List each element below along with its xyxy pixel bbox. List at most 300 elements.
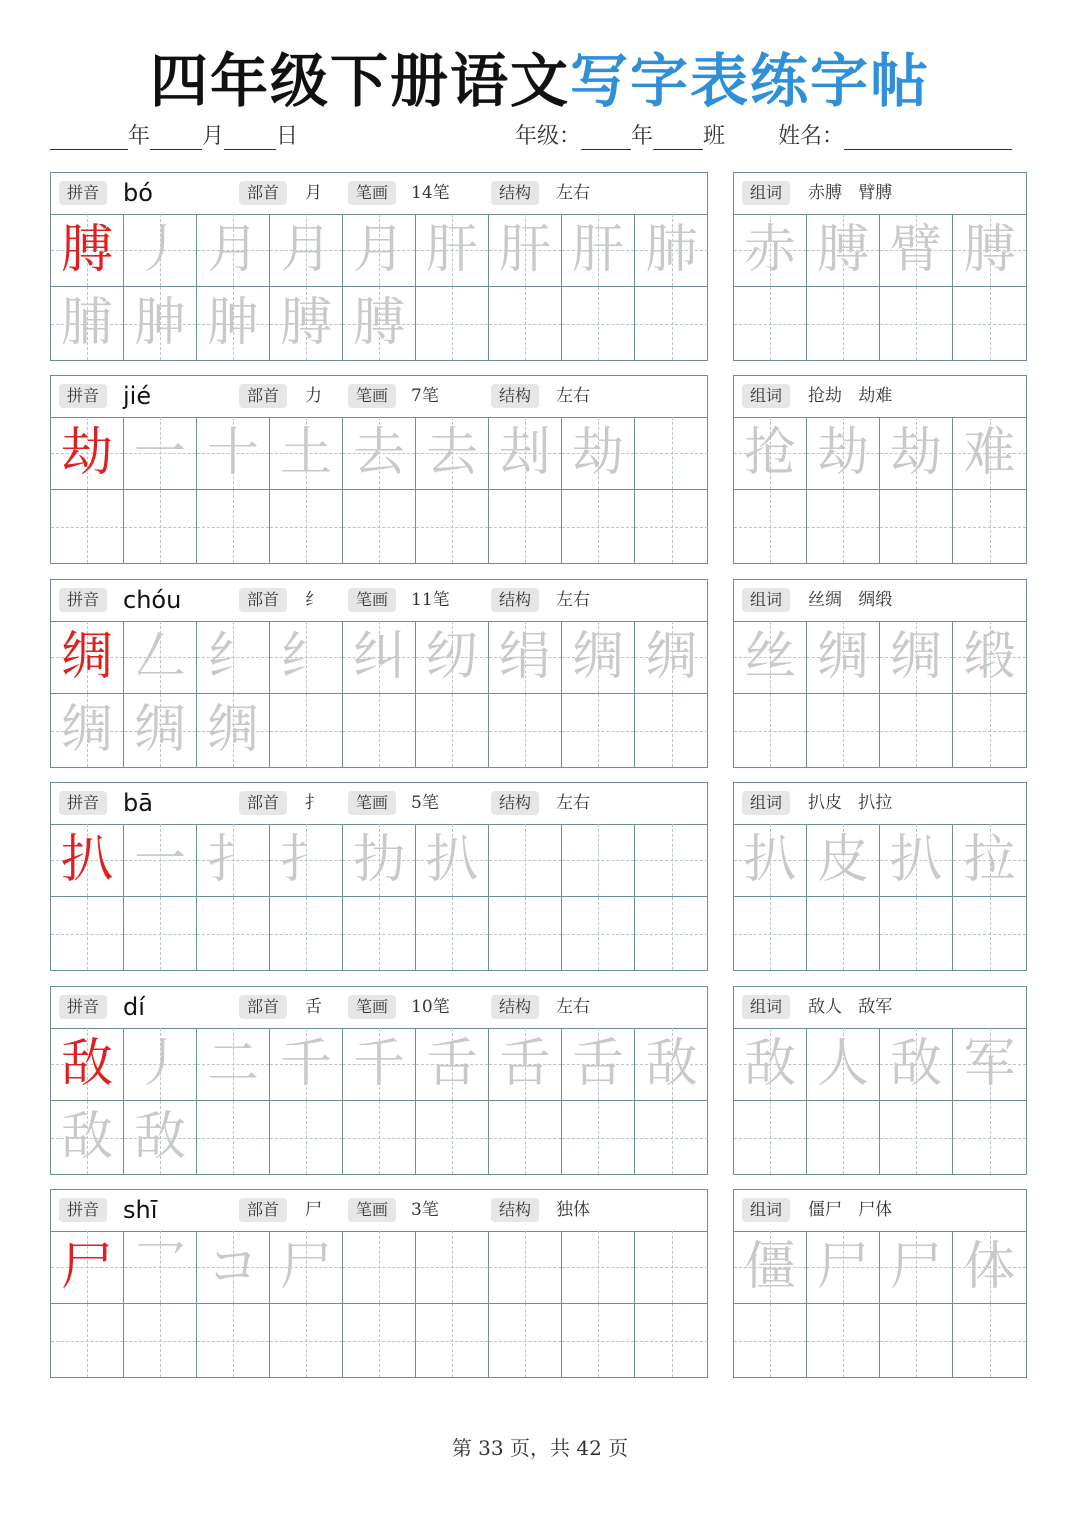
practice-cell[interactable] <box>51 1231 124 1304</box>
practice-cell[interactable] <box>562 287 635 360</box>
practice-cell[interactable] <box>416 1101 489 1174</box>
words-value: 僵尸 尸体 <box>808 1200 893 1220</box>
strokes-value: 11笔 <box>411 590 450 610</box>
practice-cell[interactable] <box>197 1304 270 1377</box>
word-trace: 敌 <box>889 1034 942 1094</box>
stroke-trace <box>416 1101 488 1174</box>
word-cell[interactable] <box>734 694 807 767</box>
practice-cell[interactable] <box>197 1231 270 1304</box>
practice-cell[interactable] <box>562 1231 635 1304</box>
stroke-trace <box>635 287 708 360</box>
stroke-trace: 绸 <box>60 700 113 760</box>
word-cell[interactable] <box>953 214 1026 287</box>
practice-cell[interactable] <box>489 621 562 694</box>
practice-cell[interactable] <box>489 490 562 563</box>
practice-cell[interactable] <box>343 1231 416 1304</box>
structure-value: 独体 <box>556 1200 590 1220</box>
day-label: 日 <box>276 124 299 149</box>
practice-cell[interactable] <box>51 824 124 897</box>
practice-cell[interactable] <box>51 287 124 360</box>
strokes-tag: 笔画 <box>348 1198 396 1222</box>
practice-cell[interactable] <box>197 287 270 360</box>
practice-cell[interactable] <box>51 1304 124 1377</box>
grade-class-label: 班 <box>703 124 726 149</box>
practice-cell[interactable] <box>197 824 270 897</box>
stroke-trace <box>562 490 634 563</box>
word-cell[interactable] <box>807 694 880 767</box>
pinyin-tag: 拼音 <box>59 1198 107 1222</box>
practice-cell[interactable] <box>270 417 343 490</box>
word-cell[interactable] <box>734 287 807 360</box>
word-cell[interactable] <box>734 897 807 970</box>
practice-cell[interactable] <box>51 1028 124 1101</box>
word-trace: 尸 <box>816 1237 869 1297</box>
stroke-trace <box>343 694 415 767</box>
word-cell[interactable] <box>807 417 880 490</box>
practice-cell[interactable] <box>562 694 635 767</box>
practice-cell[interactable] <box>51 214 124 287</box>
words-tag: 组词 <box>742 995 790 1019</box>
word-cell[interactable] <box>880 824 953 897</box>
practice-cell[interactable] <box>270 694 343 767</box>
char-block-1 <box>50 375 708 564</box>
title-part2: 写字表练字帖 <box>570 47 931 115</box>
stroke-trace <box>124 490 196 563</box>
practice-cell[interactable] <box>270 1101 343 1174</box>
stroke-trace: 扐 <box>352 830 405 890</box>
word-cell[interactable] <box>953 1231 1026 1304</box>
practice-cell[interactable] <box>270 1231 343 1304</box>
stroke-trace: 肝 <box>498 220 551 280</box>
practice-cell[interactable] <box>51 621 124 694</box>
practice-cell[interactable] <box>124 287 197 360</box>
practice-cell[interactable] <box>489 287 562 360</box>
stroke-trace <box>562 824 634 896</box>
practice-cell[interactable] <box>562 824 635 897</box>
radical-value: 纟 <box>305 590 322 610</box>
words-grid <box>734 1231 1026 1377</box>
practice-cell[interactable] <box>635 694 708 767</box>
practice-cell[interactable] <box>197 694 270 767</box>
stroke-trace: 舌 <box>425 1034 478 1094</box>
stroke-trace: 肝 <box>425 220 478 280</box>
word-cell[interactable] <box>880 417 953 490</box>
stroke-trace: 肝 <box>571 220 624 280</box>
practice-cell[interactable] <box>416 214 489 287</box>
practice-cell[interactable] <box>416 897 489 970</box>
practice-cell[interactable] <box>635 490 708 563</box>
radical-value: 扌 <box>305 793 322 813</box>
stroke-trace <box>489 287 561 360</box>
word-trace: 膊 <box>963 220 1016 280</box>
structure-tag: 结构 <box>491 588 539 612</box>
word-trace: 劫 <box>889 423 942 483</box>
words-block-3 <box>733 782 1027 971</box>
practice-cell[interactable] <box>562 417 635 490</box>
word-cell[interactable] <box>734 214 807 287</box>
word-trace: 军 <box>963 1034 1016 1094</box>
word-trace: 劫 <box>816 423 869 483</box>
word-cell[interactable] <box>953 897 1026 970</box>
stroke-trace <box>489 824 561 896</box>
radical-value: 尸 <box>305 1200 322 1220</box>
practice-cell[interactable] <box>416 621 489 694</box>
stroke-trace <box>343 1231 415 1303</box>
word-trace: 缎 <box>963 627 1016 687</box>
practice-cell[interactable] <box>416 1304 489 1377</box>
pinyin-value: bā <box>123 789 153 817</box>
practice-cell[interactable] <box>197 214 270 287</box>
practice-cell[interactable] <box>124 824 197 897</box>
practice-cell[interactable] <box>489 1028 562 1101</box>
word-cell[interactable] <box>953 621 1026 694</box>
char-block-5 <box>50 1189 708 1378</box>
stroke-trace: 绸 <box>133 700 186 760</box>
strokes-tag: 笔画 <box>348 384 396 408</box>
practice-cell[interactable] <box>51 417 124 490</box>
practice-cell[interactable] <box>343 287 416 360</box>
strokes-tag: 笔画 <box>348 181 396 205</box>
practice-cell[interactable] <box>635 287 708 360</box>
practice-cell[interactable] <box>562 621 635 694</box>
stroke-trace: 月 <box>279 220 332 280</box>
word-trace: 皮 <box>816 830 869 890</box>
practice-cell[interactable] <box>343 824 416 897</box>
word-cell[interactable] <box>734 1231 807 1304</box>
word-cell[interactable] <box>807 824 880 897</box>
word-cell[interactable] <box>880 1231 953 1304</box>
practice-cell[interactable] <box>270 897 343 970</box>
stroke-trace: 劫 <box>571 423 624 483</box>
stroke-trace <box>197 897 269 970</box>
practice-cell[interactable] <box>124 897 197 970</box>
practice-cell[interactable] <box>270 824 343 897</box>
month-label: 月 <box>202 124 225 149</box>
stroke-trace: 乛 <box>133 1237 186 1297</box>
pinyin-value: shī <box>123 1196 158 1224</box>
words-grid <box>734 417 1026 563</box>
word-trace: 人 <box>816 1034 869 1094</box>
practice-cell[interactable] <box>270 621 343 694</box>
strokes-value: 3笔 <box>411 1200 439 1220</box>
year-blank[interactable] <box>50 123 128 150</box>
word-cell[interactable] <box>880 287 953 360</box>
word-trace: 扒 <box>889 830 942 890</box>
model-character: 绸 <box>60 627 113 687</box>
stroke-trace: 绸 <box>645 627 698 687</box>
practice-cell[interactable] <box>51 897 124 970</box>
title-part1: 四年级下册语文 <box>149 47 570 115</box>
practice-cell[interactable] <box>343 417 416 490</box>
practice-cell[interactable] <box>51 1101 124 1174</box>
stroke-trace <box>416 897 488 970</box>
word-trace: 膊 <box>816 220 869 280</box>
stroke-trace <box>635 824 708 896</box>
practice-cell[interactable] <box>416 1028 489 1101</box>
grade-class-blank[interactable] <box>653 123 703 150</box>
practice-cell[interactable] <box>124 1304 197 1377</box>
structure-value: 左右 <box>556 590 590 610</box>
word-cell[interactable] <box>880 1101 953 1174</box>
practice-grid <box>51 1231 707 1377</box>
practice-cell[interactable] <box>270 1028 343 1101</box>
pinyin-value: bó <box>123 179 153 207</box>
stroke-trace <box>343 490 415 563</box>
practice-cell[interactable] <box>51 490 124 563</box>
stroke-trace: 丿 <box>133 220 186 280</box>
words-grid <box>734 621 1026 767</box>
page-footer: 第 33 页，共 42 页 <box>451 1436 629 1460</box>
month-blank[interactable] <box>150 123 202 150</box>
word-cell[interactable] <box>953 1304 1026 1377</box>
word-cell[interactable] <box>953 490 1026 563</box>
word-cell[interactable] <box>734 1101 807 1174</box>
words-header <box>734 376 1026 418</box>
stroke-trace: 膊 <box>279 293 332 353</box>
practice-cell[interactable] <box>270 1304 343 1377</box>
practice-cell[interactable] <box>124 490 197 563</box>
stroke-trace: 千 <box>279 1034 332 1094</box>
word-cell[interactable] <box>880 214 953 287</box>
practice-cell[interactable] <box>124 1231 197 1304</box>
stroke-trace: 千 <box>352 1034 405 1094</box>
practice-cell[interactable] <box>635 417 708 490</box>
practice-cell[interactable] <box>343 694 416 767</box>
pinyin-value: dí <box>123 993 145 1021</box>
stroke-trace: 肺 <box>645 220 698 280</box>
practice-cell[interactable] <box>635 824 708 897</box>
word-cell[interactable] <box>734 824 807 897</box>
stroke-trace: 尸 <box>279 1237 332 1297</box>
word-trace: 赤 <box>743 220 796 280</box>
practice-cell[interactable] <box>635 621 708 694</box>
stroke-trace <box>51 897 123 970</box>
stroke-trace <box>197 1304 269 1377</box>
grade-fields <box>515 118 725 150</box>
structure-tag: 结构 <box>491 181 539 205</box>
practice-cell[interactable] <box>343 214 416 287</box>
practice-cell[interactable] <box>124 1101 197 1174</box>
stroke-trace <box>270 897 342 970</box>
practice-cell[interactable] <box>635 1231 708 1304</box>
char-block-3 <box>50 782 708 971</box>
radical-tag: 部首 <box>239 1198 287 1222</box>
practice-cell[interactable] <box>562 897 635 970</box>
practice-cell[interactable] <box>416 287 489 360</box>
word-cell[interactable] <box>807 1101 880 1174</box>
word-cell[interactable] <box>953 287 1026 360</box>
word-cell[interactable] <box>734 1304 807 1377</box>
practice-cell[interactable] <box>489 214 562 287</box>
word-cell[interactable] <box>880 621 953 694</box>
model-character: 尸 <box>60 1237 113 1297</box>
word-cell[interactable] <box>953 417 1026 490</box>
stroke-trace <box>635 1231 708 1303</box>
words-tag: 组词 <box>742 791 790 815</box>
word-trace: 绸 <box>889 627 942 687</box>
practice-cell[interactable] <box>489 417 562 490</box>
strokes-value: 10笔 <box>411 997 450 1017</box>
strokes-tag: 笔画 <box>348 588 396 612</box>
practice-cell[interactable] <box>124 694 197 767</box>
stroke-trace <box>489 1101 561 1174</box>
words-header <box>734 580 1026 622</box>
date-fields <box>50 118 298 150</box>
practice-cell[interactable] <box>562 214 635 287</box>
practice-cell[interactable] <box>343 897 416 970</box>
word-cell[interactable] <box>880 897 953 970</box>
word-cell[interactable] <box>953 1028 1026 1101</box>
practice-cell[interactable] <box>562 1028 635 1101</box>
practice-cell[interactable] <box>489 1101 562 1174</box>
stroke-trace: 去 <box>352 423 405 483</box>
stroke-trace: 纠 <box>352 627 405 687</box>
stroke-trace <box>51 490 123 563</box>
structure-tag: 结构 <box>491 791 539 815</box>
stroke-trace: 刦 <box>498 423 551 483</box>
stroke-trace <box>489 1231 561 1303</box>
stroke-trace <box>124 1304 196 1377</box>
words-value: 扒皮 扒拉 <box>808 793 893 813</box>
practice-cell[interactable] <box>416 824 489 897</box>
practice-cell[interactable] <box>270 214 343 287</box>
char-header <box>51 173 707 215</box>
structure-tag: 结构 <box>491 1198 539 1222</box>
practice-cell[interactable] <box>197 490 270 563</box>
practice-cell[interactable] <box>343 621 416 694</box>
practice-cell[interactable] <box>124 214 197 287</box>
practice-cell[interactable] <box>197 621 270 694</box>
stroke-trace: 纟 <box>279 627 332 687</box>
grade-year-label: 年 <box>631 124 654 149</box>
stroke-trace <box>635 897 708 970</box>
stroke-trace: 绸 <box>206 700 259 760</box>
word-trace: 丝 <box>743 627 796 687</box>
practice-cell[interactable] <box>343 1028 416 1101</box>
words-block-0 <box>733 172 1027 361</box>
words-header <box>734 783 1026 825</box>
day-blank[interactable] <box>224 123 276 150</box>
practice-cell[interactable] <box>489 824 562 897</box>
practice-cell[interactable] <box>51 694 124 767</box>
practice-cell[interactable] <box>562 1304 635 1377</box>
practice-cell[interactable] <box>124 1028 197 1101</box>
practice-cell[interactable] <box>270 287 343 360</box>
practice-cell[interactable] <box>562 490 635 563</box>
words-block-2 <box>733 579 1027 768</box>
practice-cell[interactable] <box>416 490 489 563</box>
practice-cell[interactable] <box>489 1231 562 1304</box>
structure-tag: 结构 <box>491 995 539 1019</box>
char-header <box>51 783 707 825</box>
word-cell[interactable] <box>880 1028 953 1101</box>
char-header <box>51 1190 707 1232</box>
practice-cell[interactable] <box>197 1101 270 1174</box>
name-blank[interactable] <box>844 123 1012 150</box>
structure-value: 左右 <box>556 793 590 813</box>
stroke-trace <box>343 1101 415 1174</box>
stroke-trace: 绢 <box>498 627 551 687</box>
pinyin-tag: 拼音 <box>59 791 107 815</box>
practice-cell[interactable] <box>562 1101 635 1174</box>
word-cell[interactable] <box>807 621 880 694</box>
word-cell[interactable] <box>734 490 807 563</box>
practice-cell[interactable] <box>635 1101 708 1174</box>
practice-cell[interactable] <box>197 1028 270 1101</box>
practice-cell[interactable] <box>343 1304 416 1377</box>
word-cell[interactable] <box>807 897 880 970</box>
word-cell[interactable] <box>953 824 1026 897</box>
practice-cell[interactable] <box>343 490 416 563</box>
word-trace: 拉 <box>963 830 1016 890</box>
radical-value: 舌 <box>305 997 322 1017</box>
practice-cell[interactable] <box>197 417 270 490</box>
practice-cell[interactable] <box>270 490 343 563</box>
practice-cell[interactable] <box>635 1304 708 1377</box>
word-cell[interactable] <box>734 417 807 490</box>
year-label: 年 <box>128 124 151 149</box>
practice-cell[interactable] <box>416 694 489 767</box>
radical-tag: 部首 <box>239 384 287 408</box>
char-header <box>51 987 707 1029</box>
stroke-trace <box>562 897 634 970</box>
word-cell[interactable] <box>807 490 880 563</box>
word-cell[interactable] <box>953 1101 1026 1174</box>
practice-cell[interactable] <box>197 897 270 970</box>
word-cell[interactable] <box>880 694 953 767</box>
practice-cell[interactable] <box>489 694 562 767</box>
practice-cell[interactable] <box>343 1101 416 1174</box>
words-block-4 <box>733 986 1027 1175</box>
stroke-trace: 纫 <box>425 627 478 687</box>
practice-cell[interactable] <box>124 621 197 694</box>
word-cell[interactable] <box>734 1028 807 1101</box>
stroke-trace <box>51 1304 123 1377</box>
word-cell[interactable] <box>734 621 807 694</box>
practice-cell[interactable] <box>635 897 708 970</box>
word-cell[interactable] <box>880 490 953 563</box>
practice-cell[interactable] <box>489 897 562 970</box>
grade-year-blank[interactable] <box>581 123 631 150</box>
pinyin-tag: 拼音 <box>59 181 107 205</box>
practice-cell[interactable] <box>416 417 489 490</box>
word-cell[interactable] <box>807 214 880 287</box>
stroke-trace <box>635 1304 708 1377</box>
word-cell[interactable] <box>807 1231 880 1304</box>
word-cell[interactable] <box>807 287 880 360</box>
word-cell[interactable] <box>807 1304 880 1377</box>
practice-cell[interactable] <box>635 1028 708 1101</box>
stroke-trace <box>489 1304 561 1377</box>
words-grid <box>734 824 1026 970</box>
practice-cell[interactable] <box>489 1304 562 1377</box>
stroke-trace: 敌 <box>60 1107 113 1167</box>
word-cell[interactable] <box>807 1028 880 1101</box>
practice-cell[interactable] <box>416 1231 489 1304</box>
words-block-5 <box>733 1189 1027 1378</box>
name-label: 姓名： <box>778 124 845 149</box>
word-cell[interactable] <box>953 694 1026 767</box>
word-cell[interactable] <box>880 1304 953 1377</box>
stroke-trace <box>416 287 488 360</box>
structure-tag: 结构 <box>491 384 539 408</box>
practice-grid <box>51 621 707 767</box>
word-trace: 敌 <box>743 1034 796 1094</box>
char-block-2 <box>50 579 708 768</box>
practice-cell[interactable] <box>124 417 197 490</box>
practice-cell[interactable] <box>635 214 708 287</box>
words-header <box>734 987 1026 1029</box>
